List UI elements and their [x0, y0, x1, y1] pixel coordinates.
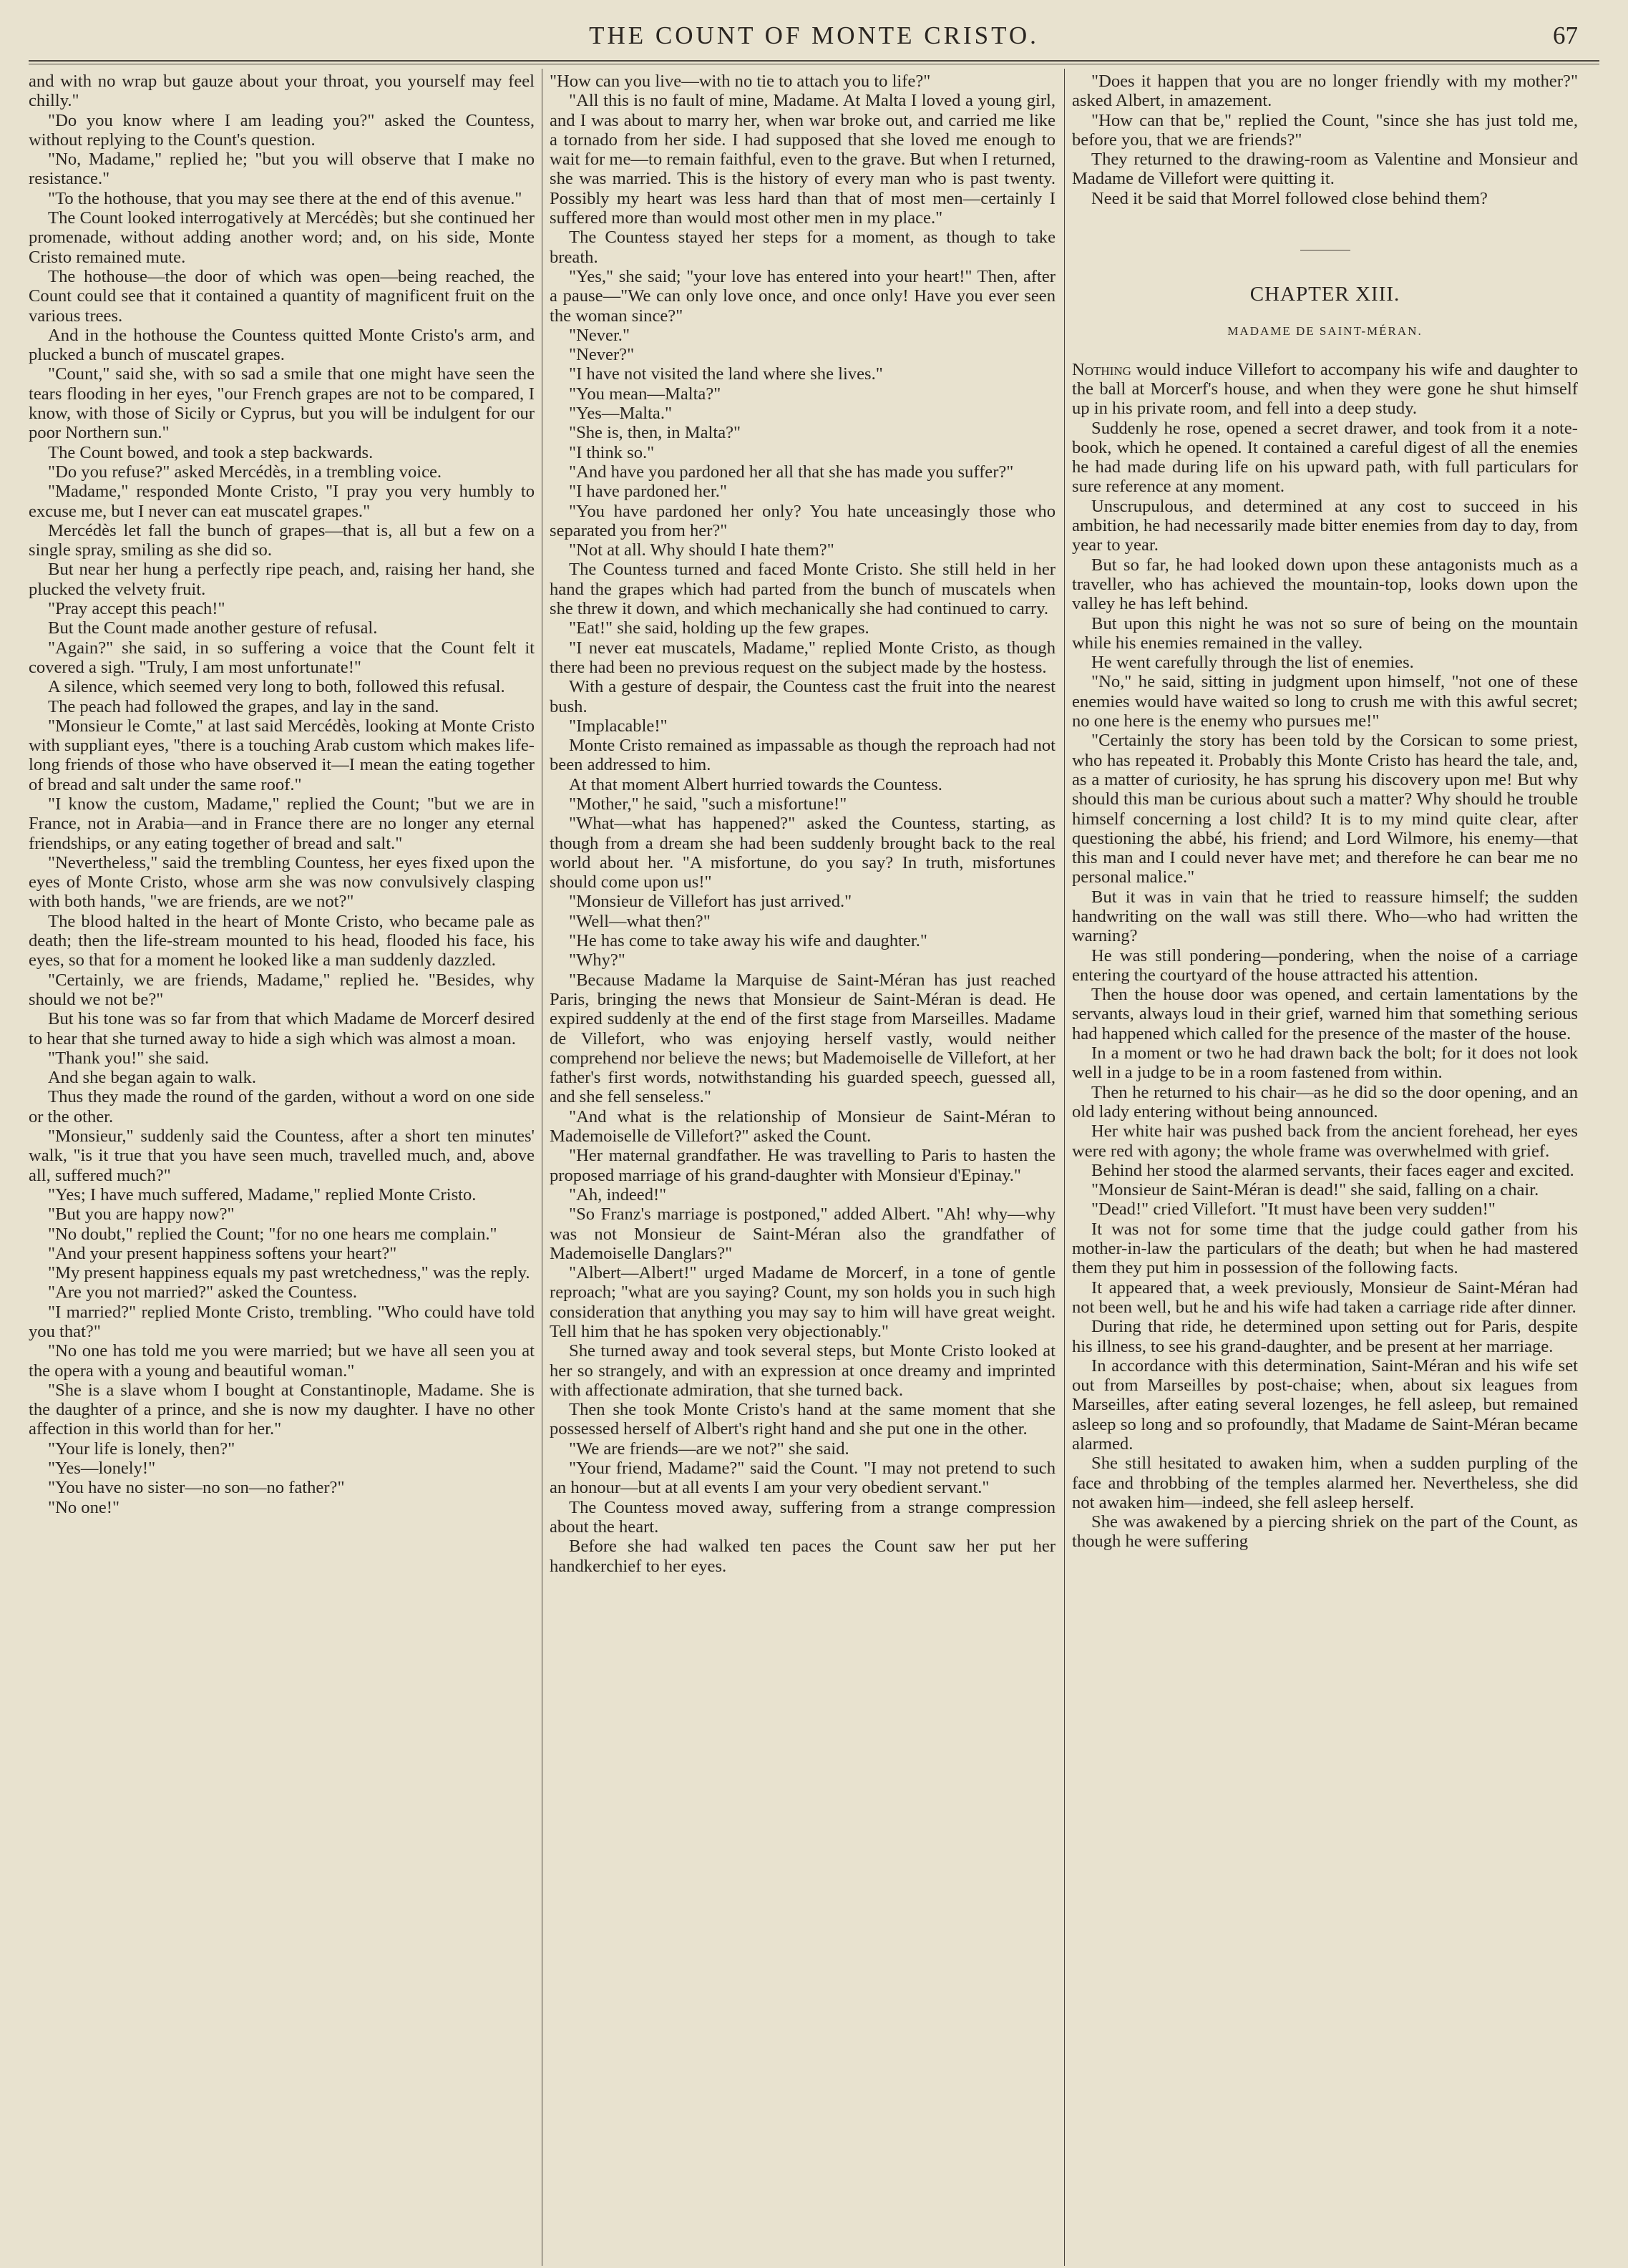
paragraph: "Are you not married?" asked the Countess. [48, 1283, 357, 1303]
page-number: 67 [1553, 21, 1578, 49]
paragraph: "We are friends—are we not?" she said. [569, 1439, 849, 1459]
paragraph: "I married?" replied Monte Cristo, trembling. "Who could have told you that?" [29, 1302, 535, 1341]
paragraph: "I have pardoned her." [569, 482, 727, 502]
paragraph: "And have you pardoned her all that she has made you suffer?" [569, 462, 1014, 482]
paragraph: "You mean—Malta?" [569, 384, 721, 404]
paragraph: "All this is no fault of mine, Madame. At Malta I loved a young girl, and I was about to marry her, when war broke out, and carried me like a tornado from her side. I had supposed that she loved me enough to wait for me—to remain faithful, even to the grave. But when I returned, she was married. This is the history of every man who is past twenty. Possibly my heart was less hard than that of most men—certainly I suffered more than would most other men in my place." [550, 91, 1056, 228]
paragraph: "No, Madame," replied he; "but you will observe that I make no resistance." [29, 150, 535, 189]
paragraph: In accordance with this determination, Saint-Méran and his wife set out from Marseilles by post-chaise; when, about six leagues from Marseilles, after eating several lozenges, he fell asleep, but remained asleep so long and so profoundly, that Madame de Saint-Méran became alarmed. [1072, 1356, 1578, 1454]
paragraph: And in the hothouse the Countess quitted Monte Cristo's arm, and plucked a bunch of muscatel grapes. [29, 325, 535, 365]
paragraph: Before she had walked ten paces the Count saw her put her handkerchief to her eyes. [550, 1537, 1056, 1576]
running-title: THE COUNT OF MONTE CRISTO. [589, 21, 1039, 49]
paragraph: "Implacable!" [569, 716, 668, 736]
paragraph: "She is a slave whom I bought at Constantinople, Madame. She is the daughter of a prince, and she is now my daughter. I have no other affection in this world than for her." [29, 1380, 535, 1439]
paragraph: "Why?" [569, 950, 625, 970]
paragraph: "Monsieur de Saint-Méran is dead!" she said, falling on a chair. [1091, 1180, 1539, 1200]
paragraph: But it was in vain that he tried to reassure himself; the sudden handwriting on the wall was still there. Who—who had written the warning? [1072, 887, 1578, 946]
paragraph: At that moment Albert hurried towards the Countess. [569, 774, 942, 794]
paragraph: "So Franz's marriage is postponed," added Albert. "Ah! why—why was not Monsieur de Saint-Méran also the grandfather of Mademoiselle Danglars?" [550, 1204, 1056, 1263]
paragraph: A silence, which seemed very long to both, followed this refusal. [48, 677, 505, 697]
paragraph: "But you are happy now?" [48, 1204, 235, 1225]
paragraph: And she began again to walk. [48, 1068, 256, 1088]
chapter-heading: CHAPTER XIII. [1249, 283, 1400, 306]
paragraph: She was awakened by a piercing shriek on the part of the Count, as though he were suffering [1072, 1512, 1578, 1552]
paragraph: "Your life is lonely, then?" [48, 1439, 235, 1459]
chapter-body [1072, 419, 1578, 1552]
paragraph: "Your friend, Madame?" said the Count. "I may not pretend to such an honour—but at all events I am your very obedient servant." [550, 1459, 1056, 1498]
paragraph: "Certainly the story has been told by the Corsican to some priest, who has repeated it. Probably this Monte Cristo has heard the tale, and, as a matter of curiosity, he has sprung his discovery upon me! But why should this man be curious about such a matter? Why should he trouble himself concerning a lost child? It is to my mind quite clear, after questioning the abbé, his friend; and Lord Wilmore, his enemy—that this man and I could never have met; and therefore he can bear me no personal malice." [1072, 731, 1578, 887]
paragraph: But the Count made another gesture of refusal. [48, 618, 378, 638]
paragraph: "What—what has happened?" asked the Countess, starting, as though from a dream she had been suddenly brought back to the real world about her. "A misfortune, do you say? In truth, misfortunes should come upon us!" [550, 814, 1056, 892]
paragraph: "Yes—Malta." [569, 404, 673, 424]
paragraph: "No," he said, sitting in judgment upon himself, "not one of these enemies would have waited so long to crush me with this awful secret; no one here is the enemy who pursues me!" [1072, 672, 1578, 731]
paragraph: "You have no sister—no son—no father?" [48, 1478, 345, 1498]
paragraph: "Yes; I have much suffered, Madame," replied Monte Cristo. [48, 1184, 477, 1204]
paragraph: He was still pondering—pondering, when the noise of a carriage entering the courtyard of the house attracted his attention. [1072, 945, 1578, 985]
paragraph: Behind her stood the alarmed servants, their faces eager and excited. [1091, 1160, 1574, 1180]
paragraph: "Certainly, we are friends, Madame," replied he. "Besides, why should we not be?" [29, 970, 535, 1009]
chapter-opening-paragraph [1072, 360, 1578, 419]
opening-paragraph-text: would induce Villefort to accompany his wife and daughter to the ball at Morcerf's house, and when they were gone he shut himself up in his private room, and fell into a deep study. [1072, 359, 1578, 419]
paragraph: Then the house door was opened, and certain lamentations by the servants, always loud in their grief, warned him that something serious had happened which called for the presence of the master of the house. [1072, 985, 1578, 1043]
paragraph: Monte Cristo remained as impassable as though the reproach had not been addressed to him. [550, 736, 1056, 775]
paragraph: During that ride, he determined upon setting out for Paris, despite his illness, to see his grand-daughter, and be present at her marriage. [1072, 1317, 1578, 1356]
paragraph: "Count," said she, with so sad a smile that one might have seen the tears flooding in her eyes, "our French grapes are not to be compared, I know, with those of Sicily or Cyprus, but you will be indulgent for our poor Northern sun." [29, 364, 535, 443]
paragraph: "Do you know where I am leading you?" asked the Countess, without replying to the Count's question. [29, 110, 535, 150]
paragraph: "My present happiness equals my past wretchedness," was the reply. [48, 1263, 530, 1283]
paragraph: "Well—what then?" [569, 911, 711, 931]
paragraph: "To the hothouse, that you may see there at the end of this avenue." [48, 188, 522, 208]
paragraph: Then she took Monte Cristo's hand at the same moment that she possessed herself of Albert's right hand and she put one in the other. [550, 1400, 1056, 1439]
paragraph: Thus they made the round of the garden, without a word on one side or the other. [29, 1087, 535, 1126]
paragraph: "She is, then, in Malta?" [569, 423, 741, 443]
paragraph: "Again?" she said, in so suffering a voice that the Count felt it covered a sigh. "Truly, I am most unfortunate!" [29, 638, 535, 677]
paragraph: "Not at all. Why should I hate them?" [569, 540, 834, 560]
lead-in-small-caps: Nothing [1072, 359, 1131, 379]
column-divider [1064, 69, 1065, 2266]
paragraph: "Thank you!" she said. [48, 1048, 210, 1068]
paragraph: "Pray accept this peach!" [48, 599, 225, 619]
paragraph: "No one!" [48, 1497, 120, 1517]
paragraph: "I have not visited the land where she lives." [569, 364, 883, 384]
paragraph: Mercédès let fall the bunch of grapes—that is, all but a few on a single spray, smiling as she did so. [29, 520, 535, 560]
paragraph: "Monsieur," suddenly said the Countess, after a short ten minutes' walk, "is it true that you have seen much, travelled much, and, above all, suffered much?" [29, 1126, 535, 1185]
paragraph: Then he returned to his chair—as he did so the door opening, and an old lady entering without being announced. [1072, 1082, 1578, 1121]
paragraph: The Countess stayed her steps for a moment, as though to take breath. [550, 228, 1056, 267]
paragraph: But near her hung a perfectly ripe peach, and, raising her hand, she plucked the velvety fruit. [29, 560, 535, 599]
header-rule [29, 60, 1599, 62]
paragraph: "Does it happen that you are no longer friendly with my mother?" asked Albert, in amazement. [1072, 72, 1578, 111]
paragraph: "I never eat muscatels, Madame," replied Monte Cristo, as though there had been no previous request on the subject made by the hostess. [550, 638, 1056, 677]
paragraph: "And your present happiness softens your heart?" [48, 1243, 397, 1263]
paragraph: "How can that be," replied the Count, "since she has just told me, before you, that we are friends?" [1072, 110, 1578, 150]
paragraph: They returned to the drawing-room as Valentine and Monsieur and Madame de Villefort were quitting it. [1072, 150, 1578, 189]
paragraph: The Count bowed, and took a step backwards. [48, 442, 374, 462]
paragraph: "And what is the relationship of Monsieur de Saint-Méran to Mademoiselle de Villefort?" asked the Count. [550, 1106, 1056, 1147]
paragraph: In a moment or two he had drawn back the bolt; for it does not look well in a judge to be in a room fastened from within. [1072, 1043, 1578, 1083]
chapter-subtitle: MADAME DE SAINT-MÉRAN. [1227, 324, 1423, 339]
paragraph: "Dead!" cried Villefort. "It must have been very sudden!" [1091, 1199, 1496, 1220]
paragraph: "Yes—lonely!" [48, 1459, 156, 1479]
paragraph: The hothouse—the door of which was open—being reached, the Count could see that it contained a quantity of magnificent fruit on the various trees. [29, 266, 535, 326]
paragraph: It was not for some time that the judge could gather from his mother-in-law the particulars of the death; but when he had mastered them they put him in possession of the following facts. [1072, 1219, 1578, 1278]
paragraph: She still hesitated to awaken him, when a sudden purpling of the face and throbbing of the temples alarmed her. Nevertheless, she did not awaken him—indeed, she fell asleep herself. [1072, 1454, 1578, 1512]
paragraph: "Nevertheless," said the trembling Countess, her eyes fixed upon the eyes of Monte Cristo, whose arm she was now convulsively clasping with both hands, "we are friends, are we not?" [29, 852, 535, 912]
paragraph: Suddenly he rose, opened a secret drawer, and took from it a note-book, which he opened. It contained a careful digest of all the enemies he had made during life on his upward path, with full particulars for sure reference at any moment. [1072, 418, 1578, 497]
paragraph: She turned away and took several steps, but Monte Cristo looked at her so strangely, and with an expression at once dreamy and imprinted with affectionate admiration, that she turned back. [550, 1341, 1056, 1400]
paragraph: "Her maternal grandfather. He was travelling to Paris to hasten the proposed marriage of his grand-daughter with Monsieur d'Epinay." [550, 1146, 1056, 1185]
paragraph: The Countess moved away, suffering from a strange compression about the heart. [550, 1497, 1056, 1537]
paragraph: and with no wrap but gauze about your throat, you yourself may feel chilly." [29, 72, 535, 111]
paragraph: But upon this night he was not so sure of being on the mountain while his enemies remained in the valley. [1072, 613, 1578, 653]
paragraph: "How can you live—with no tie to attach you to life?" [550, 72, 931, 91]
paragraph: Her white hair was pushed back from the ancient forehead, her eyes were red with agony; the whole frame was overwhelmed with grief. [1072, 1121, 1578, 1161]
paragraph: "I know the custom, Madame," replied the Count; "but we are in France, not in Arabia—and in France there are no longer any eternal friendships, or any eating together of bread and salt." [29, 794, 535, 853]
column-1 [29, 72, 535, 2262]
paragraph: He went carefully through the list of enemies. [1091, 653, 1414, 673]
paragraph: But so far, he had looked down upon these antagonists much as a traveller, who has achieved the mountain-top, looks down upon the valley he has left behind. [1072, 555, 1578, 614]
paragraph: "Eat!" she said, holding up the few grapes. [569, 618, 869, 638]
paragraph: But his tone was so far from that which Madame de Morcerf desired to hear that she turned away to hide a sigh which was almost a moan. [29, 1009, 535, 1048]
paragraph: "Do you refuse?" asked Mercédès, in a trembling voice. [48, 462, 442, 482]
paragraph: The peach had followed the grapes, and lay in the sand. [48, 696, 439, 716]
paragraph: "Monsieur de Villefort has just arrived." [569, 892, 852, 912]
column-3 [1072, 72, 1578, 2262]
paragraph: Unscrupulous, and determined at any cost to succeed in his ambition, he had necessarily made bitter enemies from day to day, from year to year. [1072, 496, 1578, 555]
paragraph: "Yes," she said; "your love has entered into your heart!" Then, after a pause—"We can only love once, and once only! Have you ever seen the woman since?" [550, 266, 1056, 326]
paragraph: "No doubt," replied the Count; "for no one hears me complain." [48, 1224, 497, 1244]
paragraph: "I think so." [569, 442, 655, 462]
paragraph: "Because Madame la Marquise de Saint-Méran has just reached Paris, bringing the news that Monsieur de Saint-Méran is dead. He expired suddenly at the end of the first stage from Marseilles. Madame de Villefort, who was enjoying herself vastly, would neither comprehend nor believe the news; but Mademoiselle de Villefort, at her father's first words, notwithstanding his guarded speech, guessed all, and she fell senseless." [550, 970, 1056, 1107]
paragraph: "Ah, indeed!" [569, 1184, 667, 1204]
page-header [29, 20, 1599, 56]
paragraph: With a gesture of despair, the Countess cast the fruit into the nearest bush. [550, 677, 1056, 716]
column-2 [550, 72, 1056, 2262]
paragraph: "Monsieur le Comte," at last said Mercédès, looking at Monte Cristo with suppliant eyes, "there is a touching Arab custom which makes life-long friends of those who have observed it—I mean the eating together of bread and salt under the same roof." [29, 716, 535, 794]
paragraph: "Mother," he said, "such a misfortune!" [569, 794, 847, 814]
paragraph: "Madame," responded Monte Cristo, "I pray you very humbly to excuse me, but I never can eat muscatel grapes." [29, 482, 535, 521]
paragraph: Need it be said that Morrel followed close behind them? [1091, 188, 1488, 208]
paragraph: The Count looked interrogatively at Mercédès; but she continued her promenade, without adding another word; and, on his side, Monte Cristo remained mute. [29, 208, 535, 267]
paragraph: "He has come to take away his wife and daughter." [569, 931, 927, 951]
paragraph: "Never." [569, 325, 630, 345]
paragraph: "Never?" [569, 345, 635, 365]
column-3-continuation [1072, 72, 1578, 208]
paragraph: It appeared that, a week previously, Monsieur de Saint-Méran had not been well, but he and his wife had taken a carriage ride after dinner. [1072, 1277, 1578, 1317]
paragraph: "No one has told me you were married; but we have all seen you at the opera with a young and beautiful woman." [29, 1341, 535, 1381]
paragraph: "Albert—Albert!" urged Madame de Morcerf, in a tone of gentle reproach; "what are you saying? Count, my son holds you in such high consideration that anything you may say to him will have great weight. Tell him that he has spoken very objectionably." [550, 1263, 1056, 1341]
paragraph: "You have pardoned her only? You hate unceasingly those who separated you from her?" [550, 501, 1056, 540]
paragraph: The blood halted in the heart of Monte Cristo, who became pale as death; then the life-stream mounted to his head, flooded his face, his eyes, so that for a moment he looked like a man suddenly dazzled. [29, 911, 535, 970]
paragraph: The Countess turned and faced Monte Cristo. She still held in her hand the grapes which had parted from the bunch of muscatels when she threw it down, and which mechanically she had continued to carry. [550, 560, 1056, 619]
